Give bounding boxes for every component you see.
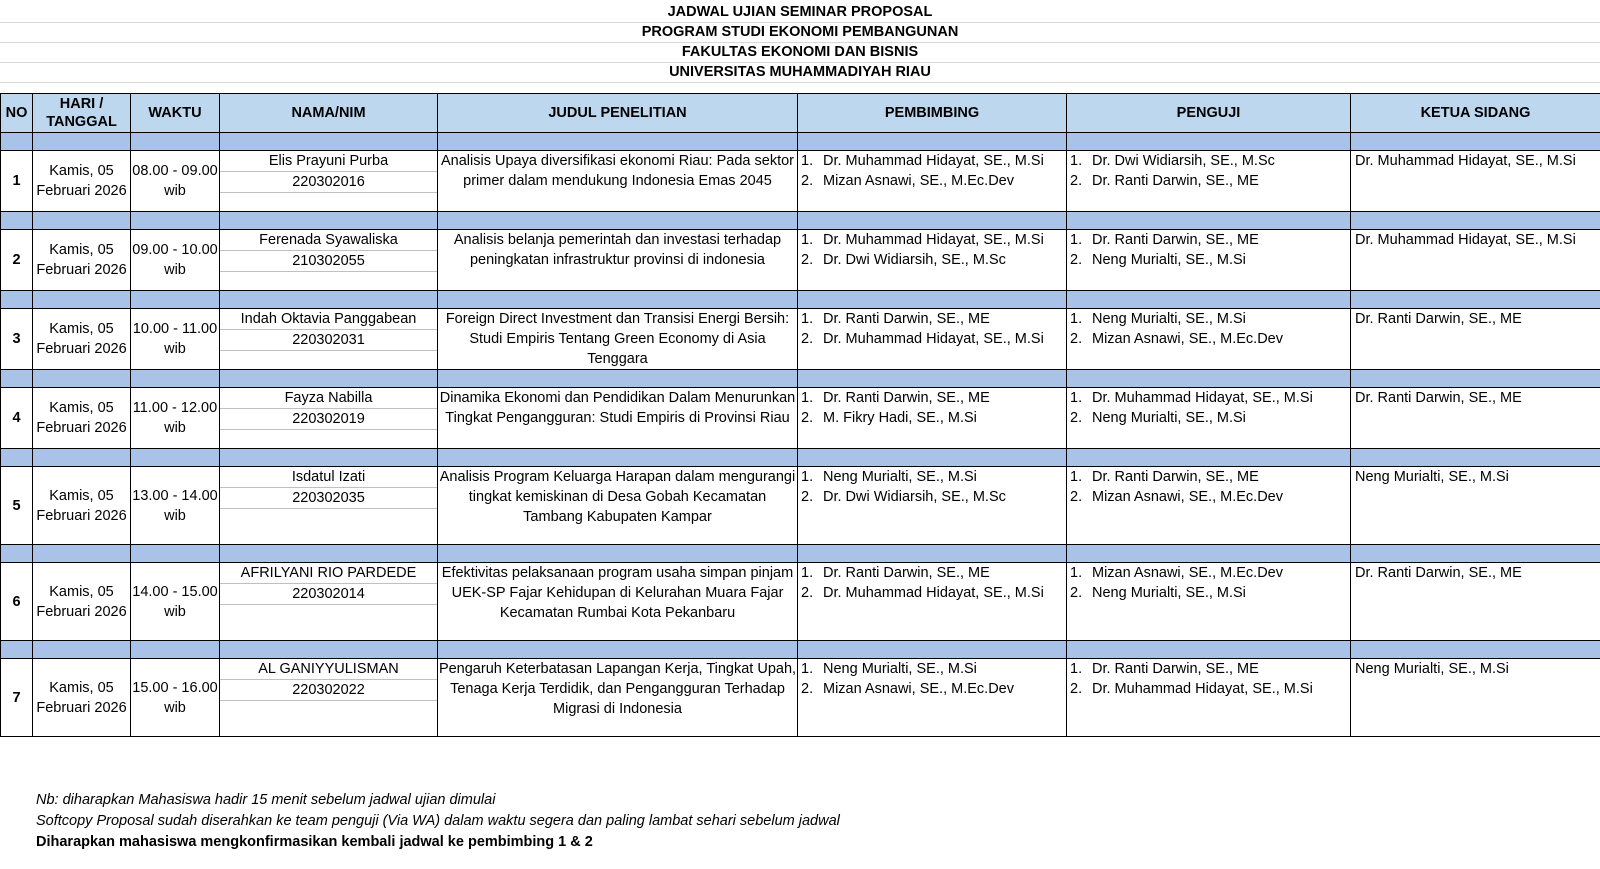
list-number: 1.: [801, 469, 814, 485]
penguji-name: Dr. Ranti Darwin, SE., ME: [1092, 232, 1259, 248]
cell-title: Analisis Program Keluarga Harapan dalam mengurangi tingkat kemiskinan di Desa Gobah Kecamatan Tambang Kabupaten Kampar: [438, 467, 798, 545]
list-number: 1.: [1070, 565, 1083, 581]
pembimbing-item: [801, 487, 1066, 507]
list-number: 1.: [1070, 390, 1083, 406]
penguji-name: Dr. Muhammad Hidayat, SE., M.Si: [1092, 390, 1313, 406]
list-number: 1.: [1070, 661, 1083, 677]
separator-cell: [131, 449, 220, 467]
penguji-item: [1070, 563, 1350, 583]
separator-cell: [1067, 449, 1351, 467]
cell-time: 10.00 - 11.00 wib: [131, 309, 220, 370]
cell-ketua: [1351, 659, 1600, 737]
student-name: AFRILYANI RIO PARDEDE: [220, 563, 437, 584]
cell-ketua: [1351, 563, 1600, 641]
list-number: 2.: [801, 252, 814, 268]
cell-no: 7: [1, 659, 33, 737]
cell-title: Analisis Upaya diversifikasi ekonomi Riau: Pada sektor primer dalam mendukung Indonesia Emas 2045: [438, 151, 798, 212]
pembimbing-name: Dr. Ranti Darwin, SE., ME: [823, 311, 990, 327]
separator-cell: [1067, 133, 1351, 151]
cell-no: 6: [1, 563, 33, 641]
student-name: AL GANIYYULISMAN: [220, 659, 437, 680]
pembimbing-name: M. Fikry Hadi, SE., M.Si: [823, 410, 977, 426]
student-name: Ferenada Syawaliska: [220, 230, 437, 251]
separator-cell: [33, 545, 131, 563]
penguji-name: Dr. Dwi Widiarsih, SE., M.Sc: [1092, 153, 1275, 169]
list-number: 2.: [1070, 252, 1083, 268]
cell-name-nim: [220, 230, 438, 291]
separator-cell: [798, 641, 1067, 659]
list-number: 1.: [1070, 153, 1083, 169]
cell-date: Kamis, 05 Februari 2026: [33, 151, 131, 212]
list-number: 1.: [801, 390, 814, 406]
pembimbing-name: Dr. Muhammad Hidayat, SE., M.Si: [823, 232, 1044, 248]
list-number: 2.: [801, 681, 814, 697]
pembimbing-name: Dr. Dwi Widiarsih, SE., M.Sc: [823, 489, 1006, 505]
penguji-item: [1070, 408, 1350, 428]
pembimbing-item: [801, 250, 1066, 270]
penguji-name: Neng Murialti, SE., M.Si: [1092, 252, 1246, 268]
penguji-item: [1070, 151, 1350, 171]
list-number: 1.: [1070, 469, 1083, 485]
cell-penguji: [1067, 467, 1351, 545]
ketua-name: Dr. Muhammad Hidayat, SE., M.Si: [1355, 232, 1576, 248]
ketua-name: Neng Murialti, SE., M.Si: [1355, 469, 1509, 485]
penguji-name: Neng Murialti, SE., M.Si: [1092, 311, 1246, 327]
student-nim: 220302031: [220, 330, 437, 351]
separator-cell: [220, 545, 438, 563]
separator-cell: [438, 370, 798, 388]
cell-title: Foreign Direct Investment dan Transisi Energi Bersih: Studi Empiris Tentang Green Economy di Asia Tenggara: [438, 309, 798, 370]
note-line-3: Diharapkan mahasiswa mengkonfirmasikan kembali jadwal ke pembimbing 1 & 2: [36, 834, 593, 850]
separator-cell: [131, 291, 220, 309]
penguji-name: Dr. Ranti Darwin, SE., ME: [1092, 469, 1259, 485]
pembimbing-name: Dr. Muhammad Hidayat, SE., M.Si: [823, 153, 1044, 169]
separator-cell: [1, 449, 33, 467]
penguji-name: Neng Murialti, SE., M.Si: [1092, 585, 1246, 601]
list-number: 1.: [801, 232, 814, 248]
separator-cell: [1, 641, 33, 659]
separator-cell: [131, 641, 220, 659]
cell-pembimbing: [798, 467, 1067, 545]
cell-pembimbing: [798, 659, 1067, 737]
student-name: Fayza Nabilla: [220, 388, 437, 409]
separator-cell: [798, 291, 1067, 309]
title-line-1: JADWAL UJIAN SEMINAR PROPOSAL: [0, 2, 1600, 23]
pembimbing-item: [801, 329, 1066, 349]
header-penguji: PENGUJI: [1067, 94, 1351, 133]
ketua-name: Dr. Ranti Darwin, SE., ME: [1355, 565, 1522, 581]
penguji-item: [1070, 309, 1350, 329]
cell-penguji: [1067, 388, 1351, 449]
cell-pembimbing: [798, 151, 1067, 212]
cell-time: 08.00 - 09.00 wib: [131, 151, 220, 212]
cell-date: Kamis, 05 Februari 2026: [33, 467, 131, 545]
pembimbing-item: [801, 467, 1066, 487]
cell-date: Kamis, 05 Februari 2026: [33, 309, 131, 370]
cell-penguji: [1067, 309, 1351, 370]
pembimbing-name: Mizan Asnawi, SE., M.Ec.Dev: [823, 173, 1014, 189]
pembimbing-item: [801, 171, 1066, 191]
separator-cell: [1351, 291, 1600, 309]
separator-cell: [33, 449, 131, 467]
cell-penguji: [1067, 659, 1351, 737]
cell-date: Kamis, 05 Februari 2026: [33, 659, 131, 737]
penguji-name: Mizan Asnawi, SE., M.Ec.Dev: [1092, 331, 1283, 347]
separator-cell: [1, 212, 33, 230]
list-number: 2.: [801, 410, 814, 426]
ketua-name: Dr. Ranti Darwin, SE., ME: [1355, 311, 1522, 327]
cell-title: Analisis belanja pemerintah dan investasi terhadap peningkatan infrastruktur provinsi di indonesia: [438, 230, 798, 291]
header-nama-nim: NAMA/NIM: [220, 94, 438, 133]
separator-cell: [1067, 212, 1351, 230]
cell-time: 11.00 - 12.00 wib: [131, 388, 220, 449]
student-nim: 220302035: [220, 488, 437, 509]
cell-date: Kamis, 05 Februari 2026: [33, 230, 131, 291]
cell-no: 3: [1, 309, 33, 370]
ketua-name: Dr. Ranti Darwin, SE., ME: [1355, 390, 1522, 406]
separator-cell: [1067, 370, 1351, 388]
pembimbing-item: [801, 309, 1066, 329]
cell-title: Pengaruh Keterbatasan Lapangan Kerja, Tingkat Upah, Tenaga Kerja Terdidik, dan Pengangguran Terhadap Migrasi di Indonesia: [438, 659, 798, 737]
pembimbing-name: Dr. Muhammad Hidayat, SE., M.Si: [823, 331, 1044, 347]
separator-cell: [798, 370, 1067, 388]
list-number: 2.: [801, 489, 814, 505]
student-name: Isdatul Izati: [220, 467, 437, 488]
pembimbing-item: [801, 659, 1066, 679]
separator-cell: [131, 133, 220, 151]
list-number: 2.: [1070, 410, 1083, 426]
list-number: 2.: [1070, 489, 1083, 505]
cell-date: Kamis, 05 Februari 2026: [33, 388, 131, 449]
separator-cell: [438, 545, 798, 563]
header-pembimbing: PEMBIMBING: [798, 94, 1067, 133]
notes: [36, 790, 840, 853]
list-number: 1.: [801, 565, 814, 581]
table-row: [1, 388, 1600, 449]
penguji-item: [1070, 487, 1350, 507]
separator-cell: [438, 641, 798, 659]
cell-ketua: [1351, 230, 1600, 291]
cell-penguji: [1067, 151, 1351, 212]
separator-cell: [798, 212, 1067, 230]
list-number: 1.: [801, 153, 814, 169]
penguji-item: [1070, 659, 1350, 679]
penguji-name: Dr. Muhammad Hidayat, SE., M.Si: [1092, 681, 1313, 697]
penguji-item: [1070, 388, 1350, 408]
separator-cell: [1351, 370, 1600, 388]
separator-cell: [1067, 291, 1351, 309]
cell-name-nim: [220, 388, 438, 449]
cell-date: Kamis, 05 Februari 2026: [33, 563, 131, 641]
pembimbing-name: Neng Murialti, SE., M.Si: [823, 661, 977, 677]
pembimbing-item: [801, 679, 1066, 699]
table-row: [1, 230, 1600, 291]
cell-penguji: [1067, 563, 1351, 641]
penguji-name: Neng Murialti, SE., M.Si: [1092, 410, 1246, 426]
cell-no: 2: [1, 230, 33, 291]
cell-ketua: [1351, 151, 1600, 212]
student-nim: 220302016: [220, 172, 437, 193]
cell-penguji: [1067, 230, 1351, 291]
separator-cell: [220, 291, 438, 309]
separator-cell: [220, 212, 438, 230]
separator-cell: [438, 212, 798, 230]
penguji-item: [1070, 230, 1350, 250]
cell-pembimbing: [798, 388, 1067, 449]
cell-ketua: [1351, 467, 1600, 545]
separator-cell: [1, 291, 33, 309]
list-number: 1.: [801, 661, 814, 677]
separator-cell: [1067, 545, 1351, 563]
separator-cell: [220, 133, 438, 151]
penguji-name: Dr. Ranti Darwin, SE., ME: [1092, 173, 1259, 189]
pembimbing-name: Mizan Asnawi, SE., M.Ec.Dev: [823, 681, 1014, 697]
table-row: [1, 659, 1600, 737]
separator-row: [1, 370, 1600, 388]
separator-cell: [131, 212, 220, 230]
cell-name-nim: [220, 151, 438, 212]
penguji-name: Dr. Ranti Darwin, SE., ME: [1092, 661, 1259, 677]
pembimbing-name: Dr. Muhammad Hidayat, SE., M.Si: [823, 585, 1044, 601]
header-no: NO: [1, 94, 33, 133]
cell-no: 1: [1, 151, 33, 212]
student-name: Indah Oktavia Panggabean: [220, 309, 437, 330]
penguji-item: [1070, 467, 1350, 487]
separator-row: [1, 291, 1600, 309]
title-line-3: FAKULTAS EKONOMI DAN BISNIS: [0, 42, 1600, 63]
table-row: [1, 467, 1600, 545]
title-line-4: UNIVERSITAS MUHAMMADIYAH RIAU: [0, 62, 1600, 83]
separator-cell: [798, 133, 1067, 151]
pembimbing-item: [801, 563, 1066, 583]
pembimbing-name: Dr. Ranti Darwin, SE., ME: [823, 390, 990, 406]
title-line-2: PROGRAM STUDI EKONOMI PEMBANGUNAN: [0, 22, 1600, 43]
table-row: [1, 309, 1600, 370]
separator-row: [1, 641, 1600, 659]
cell-title: Dinamika Ekonomi dan Pendidikan Dalam Menurunkan Tingkat Pengangguran: Studi Empiris di Provinsi Riau: [438, 388, 798, 449]
penguji-name: Mizan Asnawi, SE., M.Ec.Dev: [1092, 565, 1283, 581]
list-number: 2.: [1070, 681, 1083, 697]
separator-cell: [33, 212, 131, 230]
header-row: [1, 94, 1600, 133]
student-name: Elis Prayuni Purba: [220, 151, 437, 172]
list-number: 2.: [1070, 585, 1083, 601]
cell-title: Efektivitas pelaksanaan program usaha simpan pinjam UEK-SP Fajar Kehidupan di Kelurahan Muara Fajar Kecamatan Rumbai Kota Pekanbaru: [438, 563, 798, 641]
schedule-table: [0, 93, 1600, 737]
separator-cell: [1351, 641, 1600, 659]
penguji-item: [1070, 171, 1350, 191]
cell-time: 09.00 - 10.00 wib: [131, 230, 220, 291]
separator-cell: [1067, 641, 1351, 659]
cell-name-nim: [220, 563, 438, 641]
separator-cell: [1351, 133, 1600, 151]
cell-name-nim: [220, 467, 438, 545]
separator-cell: [33, 291, 131, 309]
penguji-item: [1070, 679, 1350, 699]
separator-row: [1, 212, 1600, 230]
list-number: 2.: [801, 173, 814, 189]
header-judul: JUDUL PENELITIAN: [438, 94, 798, 133]
ketua-name: Dr. Muhammad Hidayat, SE., M.Si: [1355, 153, 1576, 169]
separator-cell: [1, 133, 33, 151]
cell-pembimbing: [798, 309, 1067, 370]
separator-cell: [131, 370, 220, 388]
table-row: [1, 563, 1600, 641]
pembimbing-name: Dr. Dwi Widiarsih, SE., M.Sc: [823, 252, 1006, 268]
pembimbing-item: [801, 388, 1066, 408]
separator-cell: [1351, 212, 1600, 230]
student-nim: 220302019: [220, 409, 437, 430]
ketua-name: Neng Murialti, SE., M.Si: [1355, 661, 1509, 677]
pembimbing-item: [801, 230, 1066, 250]
cell-time: 13.00 - 14.00 wib: [131, 467, 220, 545]
list-number: 1.: [1070, 311, 1083, 327]
cell-time: 15.00 - 16.00 wib: [131, 659, 220, 737]
list-number: 1.: [801, 311, 814, 327]
separator-row: [1, 449, 1600, 467]
separator-cell: [798, 449, 1067, 467]
separator-cell: [798, 545, 1067, 563]
note-line-2: Softcopy Proposal sudah diserahkan ke team penguji (Via WA) dalam waktu segera dan paling lambat sehari sebelum jadwal: [36, 813, 840, 829]
separator-cell: [220, 370, 438, 388]
table-row: [1, 151, 1600, 212]
separator-cell: [33, 641, 131, 659]
separator-cell: [220, 641, 438, 659]
list-number: 2.: [801, 585, 814, 601]
penguji-item: [1070, 250, 1350, 270]
separator-cell: [1351, 449, 1600, 467]
student-nim: 220302022: [220, 680, 437, 701]
cell-no: 4: [1, 388, 33, 449]
pembimbing-item: [801, 583, 1066, 603]
cell-name-nim: [220, 659, 438, 737]
cell-ketua: [1351, 388, 1600, 449]
pembimbing-item: [801, 408, 1066, 428]
separator-cell: [438, 449, 798, 467]
separator-cell: [1, 545, 33, 563]
list-number: 2.: [1070, 173, 1083, 189]
penguji-item: [1070, 583, 1350, 603]
header-waktu: WAKTU: [131, 94, 220, 133]
list-number: 2.: [1070, 331, 1083, 347]
separator-cell: [1, 370, 33, 388]
penguji-name: Mizan Asnawi, SE., M.Ec.Dev: [1092, 489, 1283, 505]
cell-pembimbing: [798, 230, 1067, 291]
separator-row: [1, 545, 1600, 563]
pembimbing-item: [801, 151, 1066, 171]
header-hari-tanggal: HARI / TANGGAL: [33, 94, 131, 133]
student-nim: 210302055: [220, 251, 437, 272]
cell-pembimbing: [798, 563, 1067, 641]
separator-cell: [1351, 545, 1600, 563]
separator-cell: [438, 133, 798, 151]
penguji-item: [1070, 329, 1350, 349]
pembimbing-name: Dr. Ranti Darwin, SE., ME: [823, 565, 990, 581]
separator-cell: [438, 291, 798, 309]
pembimbing-name: Neng Murialti, SE., M.Si: [823, 469, 977, 485]
note-line-1: Nb: diharapkan Mahasiswa hadir 15 menit sebelum jadwal ujian dimulai: [36, 792, 496, 808]
list-number: 1.: [1070, 232, 1083, 248]
cell-time: 14.00 - 15.00 wib: [131, 563, 220, 641]
cell-name-nim: [220, 309, 438, 370]
separator-cell: [131, 545, 220, 563]
cell-no: 5: [1, 467, 33, 545]
header-ketua: KETUA SIDANG: [1351, 94, 1600, 133]
separator-row: [1, 133, 1600, 151]
student-nim: 220302014: [220, 584, 437, 605]
separator-cell: [33, 370, 131, 388]
separator-cell: [220, 449, 438, 467]
list-number: 2.: [801, 331, 814, 347]
cell-ketua: [1351, 309, 1600, 370]
separator-cell: [33, 133, 131, 151]
